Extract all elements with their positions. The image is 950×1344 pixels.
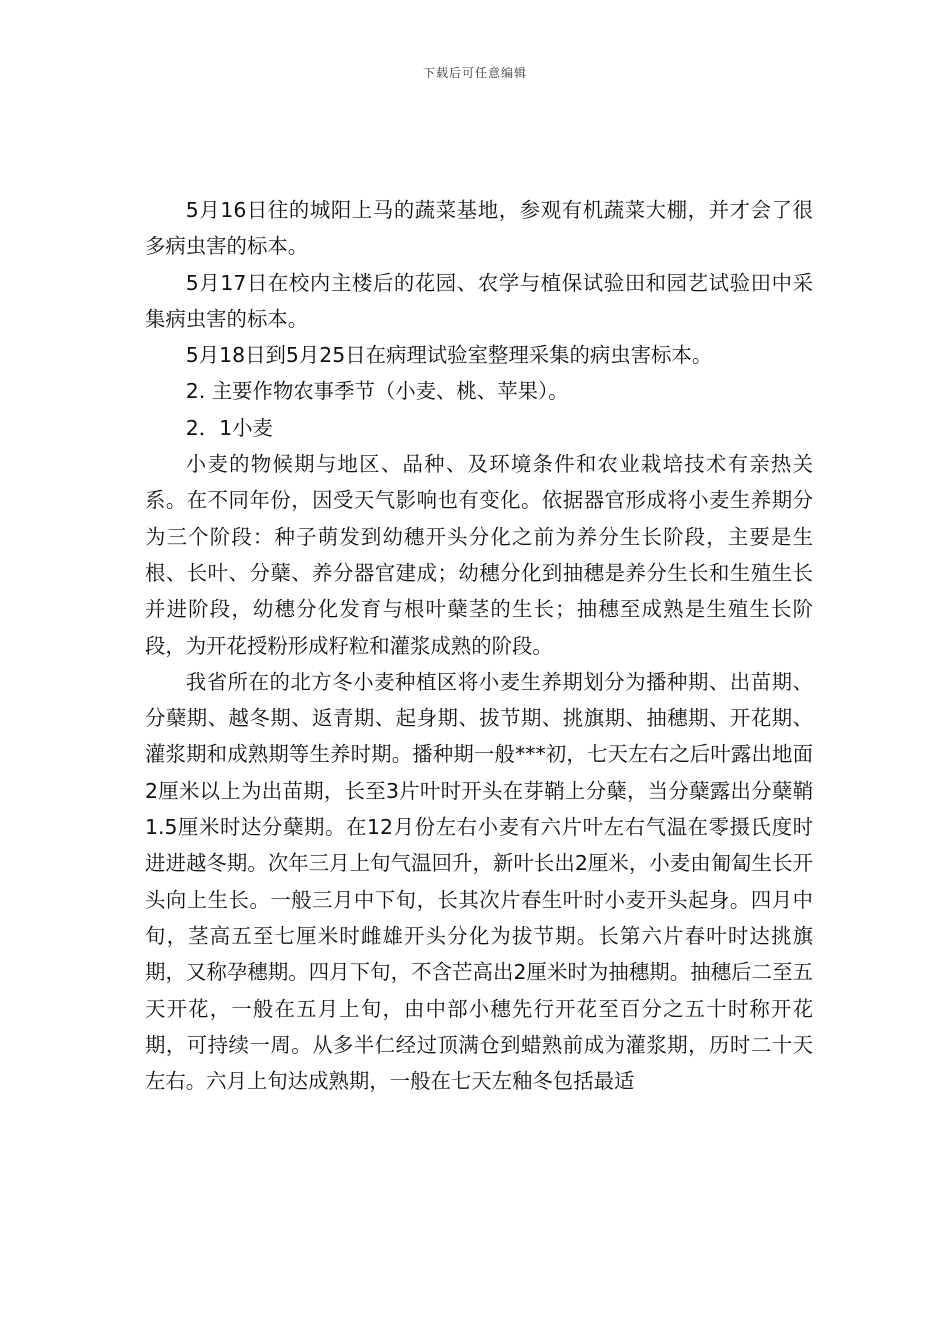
- subsection-heading-wheat: 2．1小麦: [185, 415, 273, 440]
- section-heading-farming-seasons: 2. 主要作物农事季节（小麦、桃、苹果）。: [185, 379, 569, 404]
- paragraph-wheat-phenology: 小麦的物候期与地区、品种、及环境条件和农业栽培技术有亲热关系。在不同年份，因受天气影响也有变化。依据器官形成将小麦生养期分为三个阶段：种子萌发到幼穗开头分化之前为养分生长阶段，主要是生根、长叶、分蘖、养分器官建成；幼穗分化到抽穗是养分生长和生殖生长并进阶段，幼穗分化发育与根叶蘖茎的生长；抽穗至成熟是生殖生长阶段，为开花授粉形成籽粒和灌浆成熟的阶段。: [145, 452, 813, 658]
- paragraph-may18-25: 5月18日到5月25日在病理试验室整理采集的病虫害标本。: [185, 343, 713, 368]
- paragraph-may17: 5月17日在校内主楼后的花园、农学与植保试验田和园艺试验田中采集病虫害的标本。: [145, 270, 813, 331]
- paragraph-may16: 5月16日往的城阳上马的蔬菜基地，参观有机蔬菜大棚，并才会了很多病虫害的标本。: [145, 198, 813, 259]
- document-body: [145, 192, 813, 1099]
- page-header: 下载后可任意编辑: [422, 66, 527, 80]
- paragraph-wheat-growth-stages: 我省所在的北方冬小麦种植区将小麦生养期划分为播种期、出苗期、分蘖期、越冬期、返青期、起身期、拔节期、挑旗期、抽穗期、开花期、灌浆期和成熟期等生养时期。播种期一般***初，七天左右之后叶露出地面2厘米以上为出苗期，长至3片叶时开头在芽鞘上分蘖，当分蘖露出分蘖鞘1.5厘米时达分蘖期。在12月份左右小麦有六片叶左右气温在零摄氏度时进进越冬期。次年三月上旬气温回升，新叶长出2厘米，小麦由匍匐生长开头向上生长。一般三月中下旬，长其次片春生叶时小麦开头起身。四月中旬，茎高五至七厘米时雌雄开头分化为拔节期。长第六片春叶时达挑旗期，又称孕穗期。四月下旬，不含芒高出2厘米时为抽穗期。抽穗后二至五天开花，一般在五月上旬，由中部小穗先行开花至百分之五十时称开花期，可持续一周。从多半仁经过顶满仓到蜡熟前成为灌浆期，历时二十天左右。六月上旬达成熟期，一般在七天左釉冬包括最适: [145, 669, 813, 1094]
